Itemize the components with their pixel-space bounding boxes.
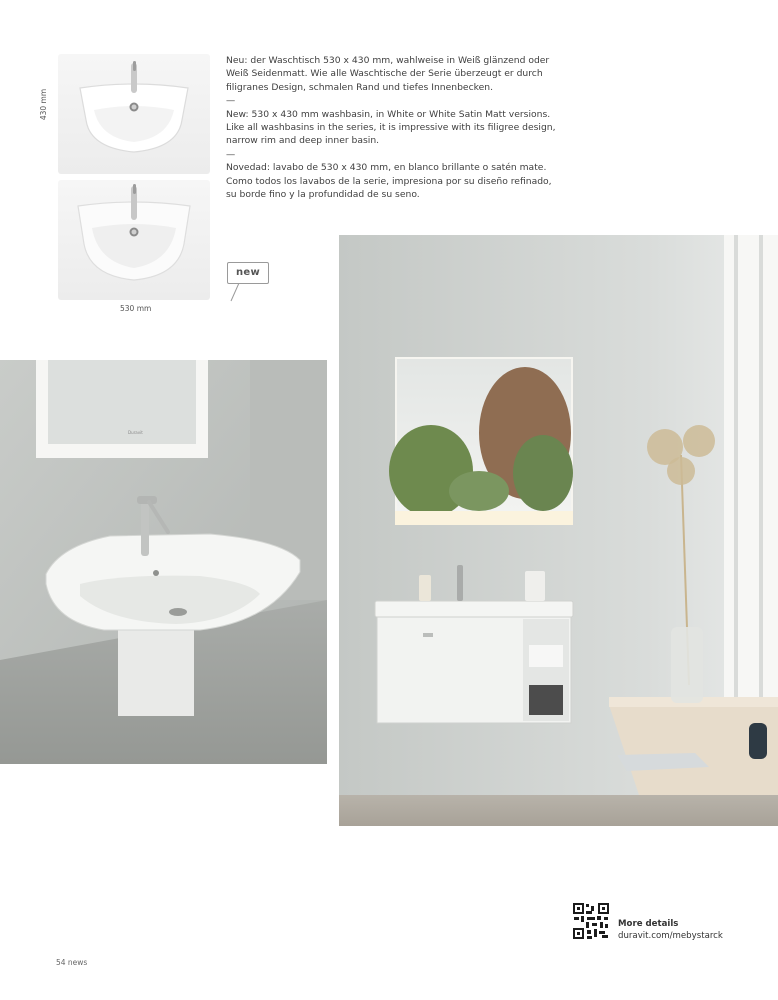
product-photo-matt [58, 180, 210, 300]
photo-wall-basin [0, 360, 327, 764]
more-details-url[interactable]: duravit.com/mebystarck [618, 931, 723, 941]
product-photo-glossy [58, 54, 210, 174]
svg-text:Duravit: Duravit [128, 430, 143, 435]
product-description [226, 54, 556, 201]
more-details-title: More details [618, 919, 679, 929]
photo-vanity-unit [339, 235, 778, 826]
description-separator: — [226, 95, 236, 107]
description-spanish: Novedad: lavabo de 530 x 430 mm, en blanco brillante o satén mate. Como todos los lavabos de la serie, impresiona por su diseño refinado, su borde fino y la profundidad de su seno. [226, 162, 552, 201]
new-badge: new [227, 262, 269, 284]
height-dimension [40, 88, 60, 128]
description-german: Neu: der Waschtisch 530 x 430 mm, wahlweise in Weiß glänzend oder Weiß Seidenmatt. Wie alle Waschtische der Serie überzeugt er durch filigranes Design, schmalen Rand und tiefes Innenbecken. [226, 55, 550, 93]
description-separator: — [226, 148, 236, 160]
height-dimension-label: 430 mm [39, 88, 49, 121]
qr-code-icon[interactable] [572, 902, 610, 940]
badge-pointer-icon [229, 283, 243, 303]
width-dimension-label: 530 mm [120, 304, 152, 313]
page-number: 54 news [56, 958, 88, 967]
more-details [618, 918, 723, 942]
description-english: New: 530 x 430 mm washbasin, in White or White Satin Matt versions. Like all washbasins in the series, it is impressive with its filigree design, narrow rim and deep inner basin. [226, 108, 556, 147]
